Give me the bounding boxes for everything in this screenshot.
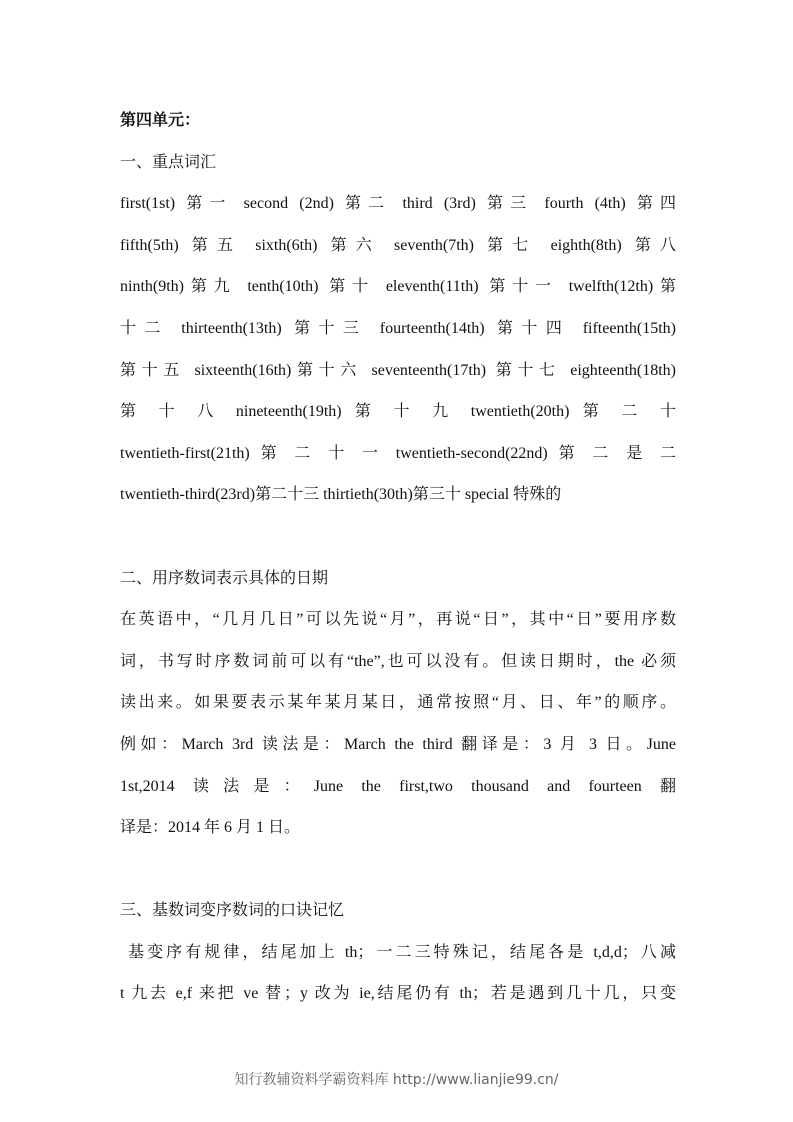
vocab-line: first(1st) 第一 second (2nd) 第二 third (3rd) 第三 fourth (4th) 第四 [120,195,676,213]
mnemonic-line: t 九去 e,f 来把 ve 替；y 改为 ie,结尾仍有 th；若是遇到几十几，只变 [120,985,676,1003]
document-body [120,100,676,1015]
page-footer: 知行教辅资料学霸资料库 http://www.lianjie99.cn/ [234,1072,559,1088]
section3-heading: 三、基数词变序数词的口诀记忆 [120,902,345,920]
vocab-line: 十二 thirteenth(13th) 第十三 fourteenth(14th) 第十四 fifteenth(15th) [120,319,676,337]
section1-heading: 一、重点词汇 [120,153,217,171]
vocab-line: 第十五 sixteenth(16th)第十六 seventeenth(17th) 第十七 eighteenth(18th) [120,361,676,379]
date-paragraph-line: 在英语中，“几月几日”可以先说“月”，再说“日”，其中“日”要用序数 [120,611,676,629]
vocab-line: twentieth-third(23rd)第二十三 thirtieth(30th)第三十 special 特殊的 [120,486,562,504]
paragraph-spacer [120,849,676,891]
unit-title: 第四单元： [120,112,201,129]
vocab-line: 第 十 八 nineteenth(19th) 第 十 九 twentieth(20th) 第 二 十 [120,403,676,421]
vocab-line: fifth(5th) 第五 sixth(6th) 第六 seventh(7th) 第七 eighth(8th) 第八 [120,236,676,254]
vocab-line: ninth(9th)第九 tenth(10th) 第十 eleventh(11th) 第十一 twelfth(12th)第 [120,278,676,296]
paragraph-spacer [120,516,676,558]
section2-heading: 二、用序数词表示具体的日期 [120,569,329,587]
date-paragraph-line: 例如：March 3rd 读法是：March the third 翻译是：3 月 3 日。June [120,735,676,753]
date-paragraph-line: 1st,2014 读法是：June the first,two thousand and fourteen 翻 [120,777,676,795]
mnemonic-line: 基变序有规律，结尾加上 th；一二三特殊记，结尾各是 t,d,d；八减 [128,943,676,961]
date-paragraph-line: 译是：2014 年 6 月 1 日。 [120,819,301,837]
date-paragraph-line: 读出来。如果要表示某年某月某日，通常按照“月、日、年”的顺序。 [120,694,676,712]
vocab-line: twentieth-first(21th) 第 二 十 一 twentieth-second(22nd) 第 二 是 二 [120,444,676,462]
date-paragraph-line: 词，书写时序数词前可以有“the”,也可以没有。但读日期时，the 必须 [120,652,676,670]
